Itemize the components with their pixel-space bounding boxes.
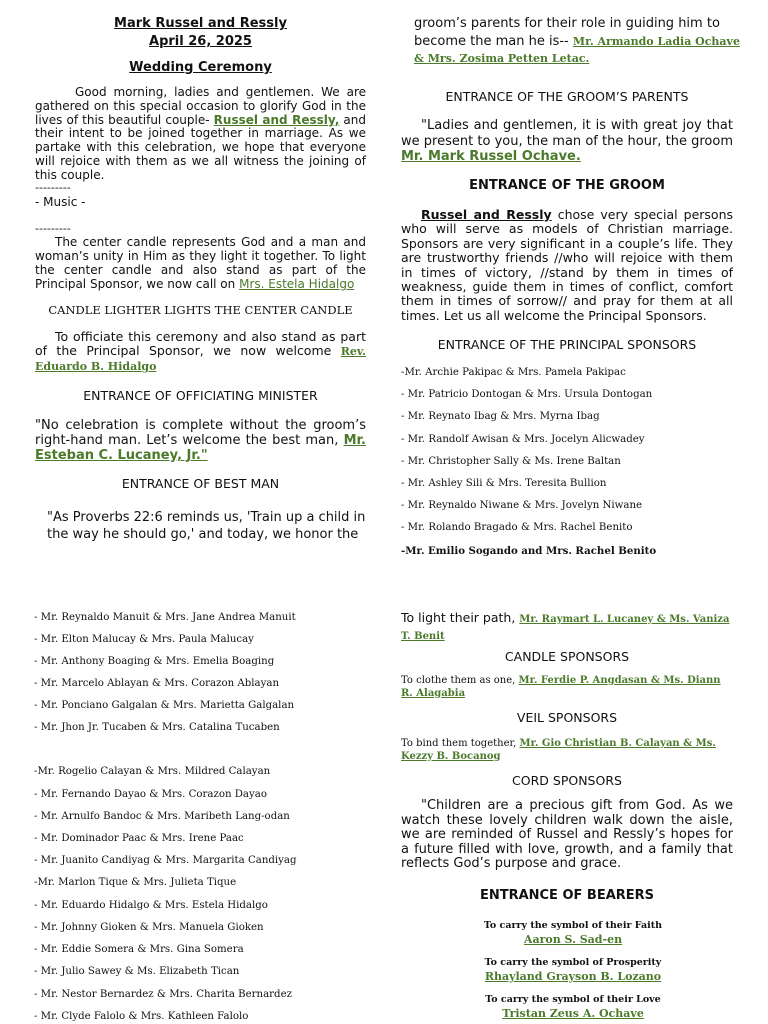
bestman-paragraph [35,418,366,463]
list-item: - Mr. Reynaldo Niwane & Mrs. Jovelyn Niwane [401,500,643,511]
candle-paragraph [35,235,366,291]
sponsors-paragraph [401,208,733,323]
ceremony-title: Wedding Ceremony [129,60,272,75]
divider: --------- [35,222,71,235]
list-item: - Mr. Juanito Candiyag & Mrs. Margarita Candiyag [34,855,297,866]
list-item: - Mr. Rolando Bragado & Mrs. Rachel Benito [401,522,633,533]
bearer-label: To carry the symbol of their Faith [483,920,663,931]
couple-title: Mark Russel and Ressly [114,16,287,31]
last-sponsor-name: Mr. Emilio Sogando and Mrs. Rachel Benito [405,545,657,557]
welcome-text-post: and their intent to be joined together in marriage. As we partake with this celebration, we hope that everyone will rejoice with them as we all witness the joining of this couple. [35,112,366,182]
bestman-name: Mr. Esteban C. Lucaney, Jr." [35,433,366,463]
bearer-name: Tristan Zeus A. Ochave [502,1007,644,1020]
children-paragraph: "Children are a precious gift from God. As we watch these lovely children walk down the aisle, we are reminded of Russel and Ressly’s hopes for a future filled with love, growth, and a family that reflects God’s purpose and grace. [401,798,733,872]
bearer-label: To carry the symbol of their Love [485,994,661,1005]
candle-text: The center candle represents God and a man and woman’s unity in Him as they light it together. To light the center candle and also stand as part of the Principal Sponsor, we now call on [35,235,366,291]
list-item: - Mr. Julio Sawey & Ms. Elizabeth Tican [34,966,240,977]
list-item: - Mr. Patricio Dontogan & Mrs. Ursula Dontogan [401,389,653,400]
candle-lighter-caption: CANDLE LIGHTER LIGHTS THE CENTER CANDLE [48,303,353,317]
couple-names-link: Russel and Ressly, [213,112,340,127]
list-item: - Mr. Randolf Awisan & Mrs. Jocelyn Alicwadey [401,434,645,445]
welcome-text-pre: Good morning, ladies and gentlemen. We are gathered on this special occasion to glorify God in the lives of this beautiful couple- [35,85,366,127]
groom-parents-names: Mr. Armando Ladia Ochave & Mrs. Zosima Petten Letac. [414,34,740,65]
groom-name: Mr. Mark Russel Ochave. [401,149,581,164]
list-item: - Mr. Reynato Ibag & Mrs. Myrna Ibag [401,411,600,422]
parents-paragraph [414,15,744,68]
list-item: - Mr. Ashley Sili & Mrs. Teresita Bullion [401,478,607,489]
veil-sponsors-paragraph [401,675,733,700]
list-item: - Mr. Eddie Somera & Mrs. Gina Somera [34,944,244,955]
list-item: - Mr. Arnulfo Bandoc & Mrs. Maribeth Lang-odan [34,811,290,822]
list-item: - Mr. Christopher Sally & Ms. Irene Baltan [401,456,621,467]
music-note: - Music - [35,195,86,209]
wedding-date: April 26, 2025 [149,34,252,49]
list-item: - Mr. Elton Malucay & Mrs. Paula Malucay [34,634,254,645]
list-item: -Mr. Archie Pakipac & Mrs. Pamela Pakipac [401,367,626,378]
entrance-groom-heading: ENTRANCE OF THE GROOM [469,178,665,193]
veil-sponsors-heading: VEIL SPONSORS [516,710,618,725]
groom-paragraph [401,118,733,165]
bearer-label: To carry the symbol of Prosperity [484,957,662,968]
list-item: - Mr. Johnny Gioken & Mrs. Manuela Gioken [34,922,264,933]
list-item: -Mr. Marlon Tique & Mrs. Julieta Tique [34,877,237,888]
proverbs-text: "As Proverbs 22:6 reminds us, 'Train up a child in the way he should go,' and today, we honor the [47,510,366,542]
entrance-bearers-heading: ENTRANCE OF BEARERS [479,888,655,903]
list-prefix: - [401,545,406,557]
list-item [401,545,656,557]
list-item: - Mr. Fernando Dayao & Mrs. Corazon Dayao [34,789,267,800]
bearer-name: Rhayland Grayson B. Lozano [484,970,662,983]
officiate-paragraph [35,330,366,374]
list-item: - Mr. Clyde Falolo & Mrs. Kathleen Falolo [34,1011,249,1022]
divider: --------- [35,181,71,194]
candle-sponsors-heading: CANDLE SPONSORS [504,649,630,664]
cord-sponsors-names: Mr. Gio Christian B. Calayan & Ms. Kezzy B. Bocanog [401,738,716,762]
groom-text: "Ladies and gentlemen, it is with great joy that we present to you, the man of the hour, the groom [401,118,733,149]
entrance-bestman-heading: ENTRANCE OF BEST MAN [121,476,280,491]
candle-sponsors-paragraph [401,610,733,644]
veil-sponsors-lead: To clothe them as one, [401,675,516,686]
candle-sponsors-names: Mr. Raymart L. Lucaney & Ms. Vaniza T. Benit [401,614,730,642]
list-item: - Mr. Jhon Jr. Tucaben & Mrs. Catalina Tucaben [34,722,280,733]
sponsors-couple-names: Russel and Ressly [421,207,552,222]
welcome-paragraph [35,86,366,183]
parents-text: groom’s parents for their role in guiding him to become the man he is-- [414,16,720,49]
list-item: - Mr. Eduardo Hidalgo & Mrs. Estela Hidalgo [34,900,268,911]
entrance-parents-heading: ENTRANCE OF THE GROOM’S PARENTS [445,89,689,104]
list-item: - Mr. Ponciano Galgalan & Mrs. Marietta Galgalan [34,700,295,711]
candle-lighter-name: Mrs. Estela Hidalgo [239,277,355,291]
cord-sponsors-paragraph [401,738,733,763]
candle-sponsors-lead: To light their path, [401,610,516,625]
cord-sponsors-lead: To bind them together, [401,738,517,749]
list-item: - Mr. Marcelo Ablayan & Mrs. Corazon Ablayan [34,678,280,689]
list-item: - Mr. Anthony Boaging & Mrs. Emelia Boaging [34,656,275,667]
cord-sponsors-heading: CORD SPONSORS [512,773,622,788]
sponsors-text: chose very special persons who will serve as models of Christian marriage. Sponsors are very significant in a couple’s life. They are trustworthy friends //who will rejoice with them in times of victory, //stand by them in times of weakness, guide them in times of conflict, comfort them in times of sorrow// and pray for them at all times. Let us all welcome the Principal Sponsors. [401,207,734,323]
list-item: - Mr. Dominador Paac & Mrs. Irene Paac [34,833,244,844]
entrance-principal-heading: ENTRANCE OF THE PRINCIPAL SPONSORS [437,337,697,352]
bearer-name: Aaron S. Sad-en [523,933,623,946]
officiate-name: Rev. Eduardo B. Hidalgo [35,345,366,373]
veil-sponsors-names: Mr. Ferdie P. Angdasan & Ms. Diann R. Alagabia [401,675,721,699]
bestman-text: "No celebration is complete without the groom’s right-hand man. Let’s welcome the best man, [35,418,366,448]
entrance-minister-heading: ENTRANCE OF OFFICIATING MINISTER [83,388,318,403]
officiate-text: To officiate this ceremony and also stand as part of the Principal Sponsor, we now welcome [35,329,366,358]
list-item: -Mr. Rogelio Calayan & Mrs. Mildred Calayan [34,766,271,777]
list-item: - Mr. Nestor Bernardez & Mrs. Charita Bernardez [34,989,292,1000]
list-item: - Mr. Reynaldo Manuit & Mrs. Jane Andrea Manuit [34,612,296,623]
